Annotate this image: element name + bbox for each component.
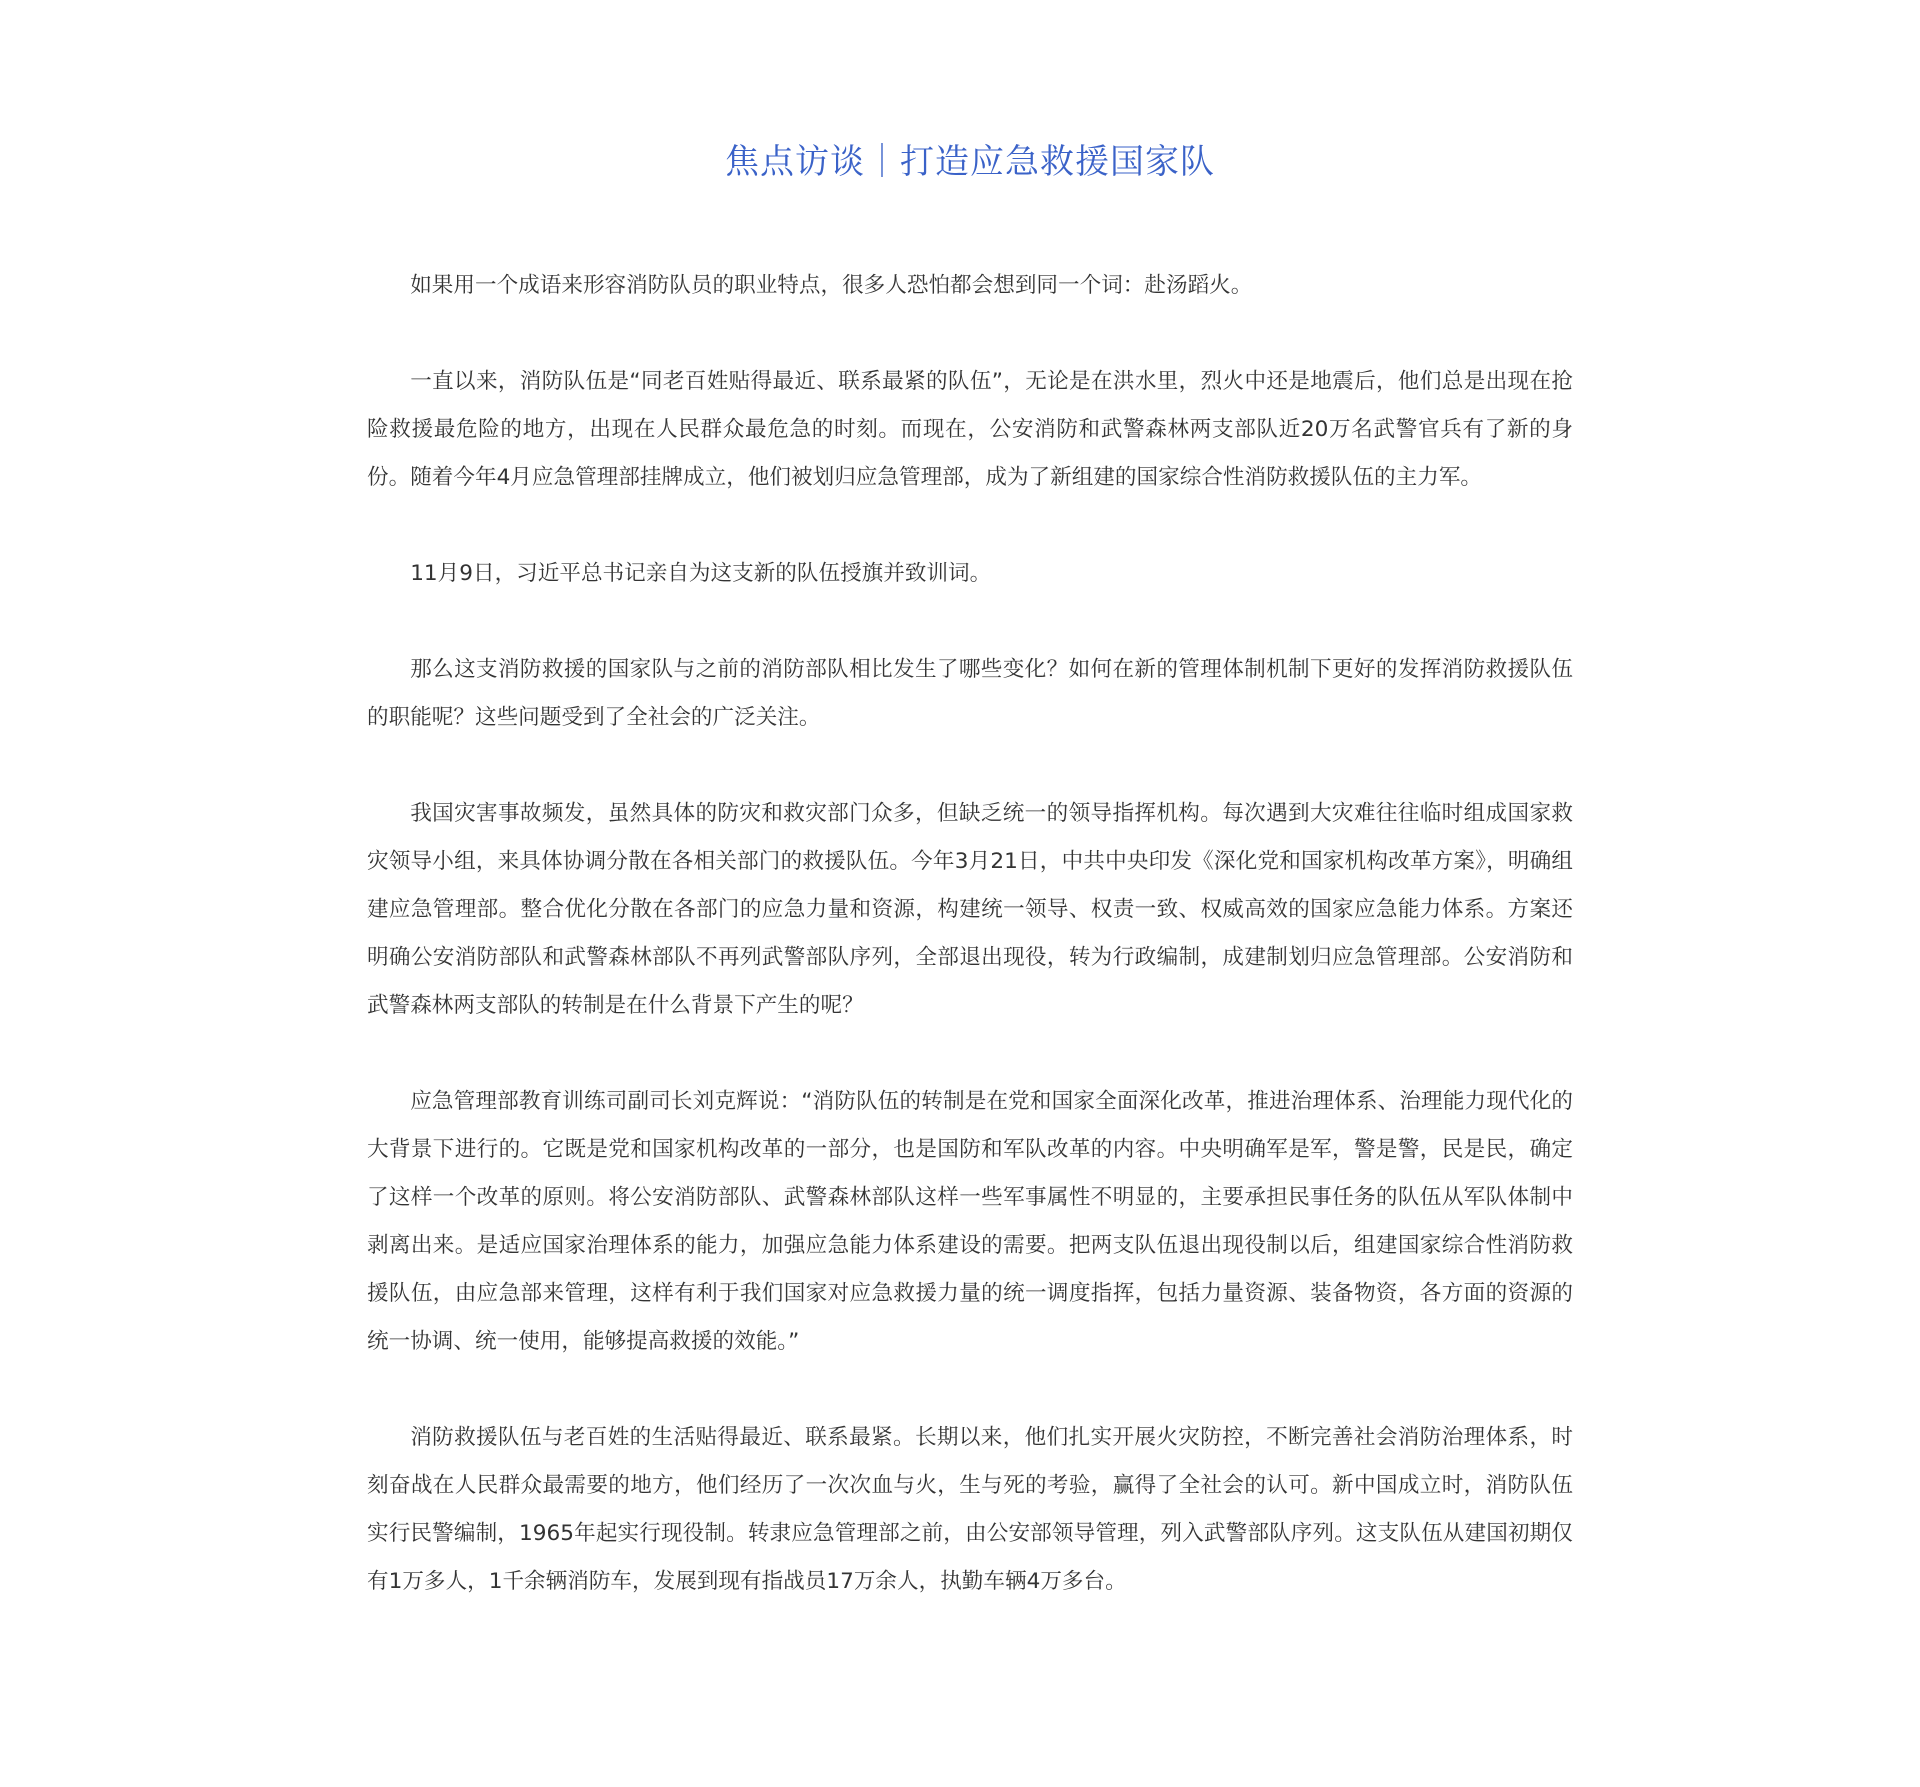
- paragraph-5: 我国灾害事故频发，虽然具体的防灾和救灾部门众多，但缺乏统一的领导指挥机构。每次遇到大灾难往往临时组成国家救灾领导小组，来具体协调分散在各相关部门的救援队伍。今年3月21日，中共中央印发《深化党和国家机构改革方案》，明确组建应急管理部。整合优化分散在各部门的应急力量和资源，构建统一领导、权责一致、权威高效的国家应急能力体系。方案还明确公安消防部队和武警森林部队不再列武警部队序列，全部退出现役，转为行政编制，成建制划归应急管理部。公安消防和武警森林两支部队的转制是在什么背景下产生的呢？: [367, 801, 1573, 1018]
- article: [367, 0, 1573, 1654]
- article-body: [367, 262, 1573, 1606]
- paragraph-1: 如果用一个成语来形容消防队员的职业特点，很多人恐怕都会想到同一个词：赴汤蹈火。: [410, 273, 1253, 298]
- paragraph-6: 应急管理部教育训练司副司长刘克辉说：“消防队伍的转制是在党和国家全面深化改革，推进治理体系、治理能力现代化的大背景下进行的。它既是党和国家机构改革的一部分，也是国防和军队改革的内容。中央明确军是军，警是警，民是民，确定了这样一个改革的原则。将公安消防部队、武警森林部队这样一些军事属性不明显的，主要承担民事任务的队伍从军队体制中剥离出来。是适应国家治理体系的能力，加强应急能力体系建设的需要。把两支队伍退出现役制以后，组建国家综合性消防救援队伍，由应急部来管理，这样有利于我们国家对应急救援力量的统一调度指挥，包括力量资源、装备物资，各方面的资源的统一协调、统一使用，能够提高救援的效能。”: [367, 1089, 1573, 1354]
- paragraph-3: 11月9日，习近平总书记亲自为这支新的队伍授旗并致训词。: [410, 561, 992, 586]
- paragraph-7: 消防救援队伍与老百姓的生活贴得最近、联系最紧。长期以来，他们扎实开展火灾防控，不断完善社会消防治理体系，时刻奋战在人民群众最需要的地方，他们经历了一次次血与火，生与死的考验，赢得了全社会的认可。新中国成立时，消防队伍实行民警编制，1965年起实行现役制。转隶应急管理部之前，由公安部领导管理，列入武警部队序列。这支队伍从建国初期仅有1万多人，1千余辆消防车，发展到现有指战员17万余人，执勤车辆4万多台。: [367, 1425, 1573, 1594]
- paragraph-4: 那么这支消防救援的国家队与之前的消防部队相比发生了哪些变化？如何在新的管理体制机制下更好的发挥消防救援队伍的职能呢？这些问题受到了全社会的广泛关注。: [367, 657, 1573, 730]
- paragraph-2: 一直以来，消防队伍是“同老百姓贴得最近、联系最紧的队伍”，无论是在洪水里，烈火中还是地震后，他们总是出现在抢险救援最危险的地方，出现在人民群众最危急的时刻。而现在，公安消防和武警森林两支部队近20万名武警官兵有了新的身份。随着今年4月应急管理部挂牌成立，他们被划归应急管理部，成为了新组建的国家综合性消防救援队伍的主力军。: [367, 369, 1573, 490]
- article-title: 焦点访谈｜打造应急救援国家队: [725, 142, 1215, 182]
